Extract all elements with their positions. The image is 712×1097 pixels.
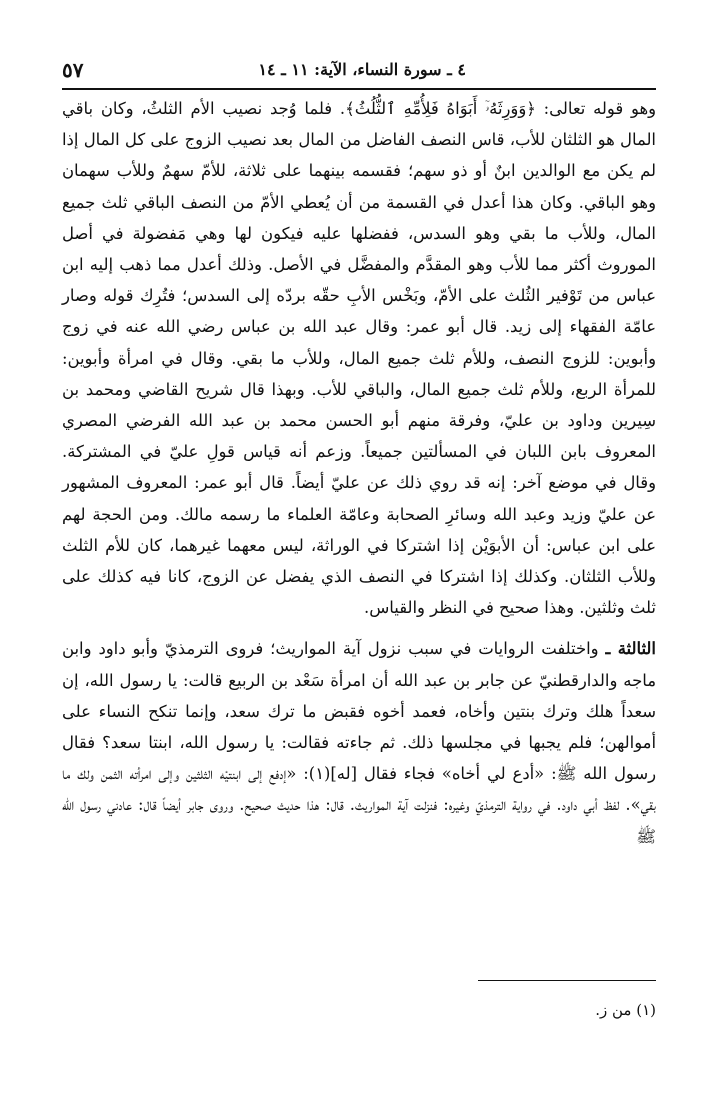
- running-header: [62, 58, 656, 90]
- main-text: [62, 93, 656, 852]
- paragraph-1-text: وهو قوله تعالى: ﴿وَوَرِثَهُۥٓ أَبَوَاهُ فَلِأُمِّهِ ٱلثُّلُثُ﴾. فلما وُجد نصيب الأم الثلثُ، وكان باقي المال هو الثلثان للأب، قاس النصف الفاضل من المال بعد نصيب الزوج على كل المال إذا لم يكن مع الوالدين ابنٌ أو ذو سهم؛ فقسمه بينهما على ثلاثة، للأمّ سهمٌ وللأب سهمان وهو الباقي. وكان هذا أعدل في القسمة من أن يُعطي الأمّ من النصف الباقي ثلث جميع المال، وللأب ما بقي وهو السدس، ففضلها عليه فيكون لها وهي مَفضولة في أصل الموروث أكثر مما للأب وهو المقدَّم والمفضَّل في الأصل. وذلك أعدل مما ذهب إليه ابن عباس من تَوْفير الثُلث على الأمّ، وبَخْس الأبِ حقّه بردّه إلى السدس؛ فتُرِك قوله وصار عامّة الفقهاء إلى زيد. قال أبو عمر: وقال عبد الله بن عباس رضي الله عنه في زوج وأبوين: للزوج النصف، وللأم ثلث جميع المال، وللأب ما بقي. وقال في امرأة وأبوين: للمرأة الربع، وللأم ثلث جميع المال، والباقي للأب. وبهذا قال شريح القاضي ومحمد بن سِيرين وداود بن عليّ، وفرقة منهم أبو الحسن محمد بن عبد الله الفرضي المصري المعروف بابن اللبان في المسألتين جميعاً. وزعم أنه قياس قولِ عليّ في المشتركة. وقال في موضع آخر: إنه قد روي ذلك عن عليّ أيضاً. قال أبو عمر: المعروف المشهور عن عليّ وزيد وعبد الله وسائرِ الصحابة وعامّة العلماء ما رسمه مالك. ومن الحجة لهم على ابن عباس: أن الأبوَيْن إذا اشتركا في الوراثة، ليس معهما غيرهما، كان للأم الثلث وللأب الثلثان. وكذلك إذا اشتركا في النصف الذي يفضل عن الزوج، كانا فيه كذلك على ثلث وثلثين. وهذا صحيح في النظر والقياس.: [62, 99, 656, 618]
- section-label-third: الثالثة ـ: [605, 639, 656, 659]
- page-number: ٥٧: [62, 58, 84, 82]
- header-divider: [62, 88, 656, 90]
- footnote: (١) من ز.: [595, 1001, 656, 1019]
- surah-verse-heading: ٤ ـ سورة النساء، الآية: ١١ ـ ١٤: [258, 60, 466, 79]
- paragraph-2-text: واختلفت الروايات في سبب نزول آية المواريث؛ فروى الترمذيّ وأبو داود وابن ماجه والدارقطنيّ عن جابر بن عبد الله أن امرأة سَعْد بن الربيع قالت: يا رسول الله، إن سعداً هلك وترك بنتين وأخاه، فعمد أخوه فقبض ما ترك سعد، وإنما تنكح النساء على أموالهن؛ فلم يجبها في مجلسها ذلك. ثم جاءته فقالت: يا رسول الله، ابنتا سعد؟ فقال رسول الله ﷺ: «أدع لي أخاه» فجاء فقال [له](١): «إدفع إلى ابنتيْه الثلثين وإلى امرأته الثمن ولك ما بقي». لفظ أبي داود. في رواية الترمذيّ وغيره: فنزلت آية المواريث. قال: هذا حديث صحيح. وروى جابر أيضاً قال: عادني رسول الله ﷺ: [62, 639, 656, 846]
- paragraph-2: [62, 633, 656, 851]
- footnote-divider: [478, 980, 656, 981]
- paragraph-1: [62, 93, 656, 623]
